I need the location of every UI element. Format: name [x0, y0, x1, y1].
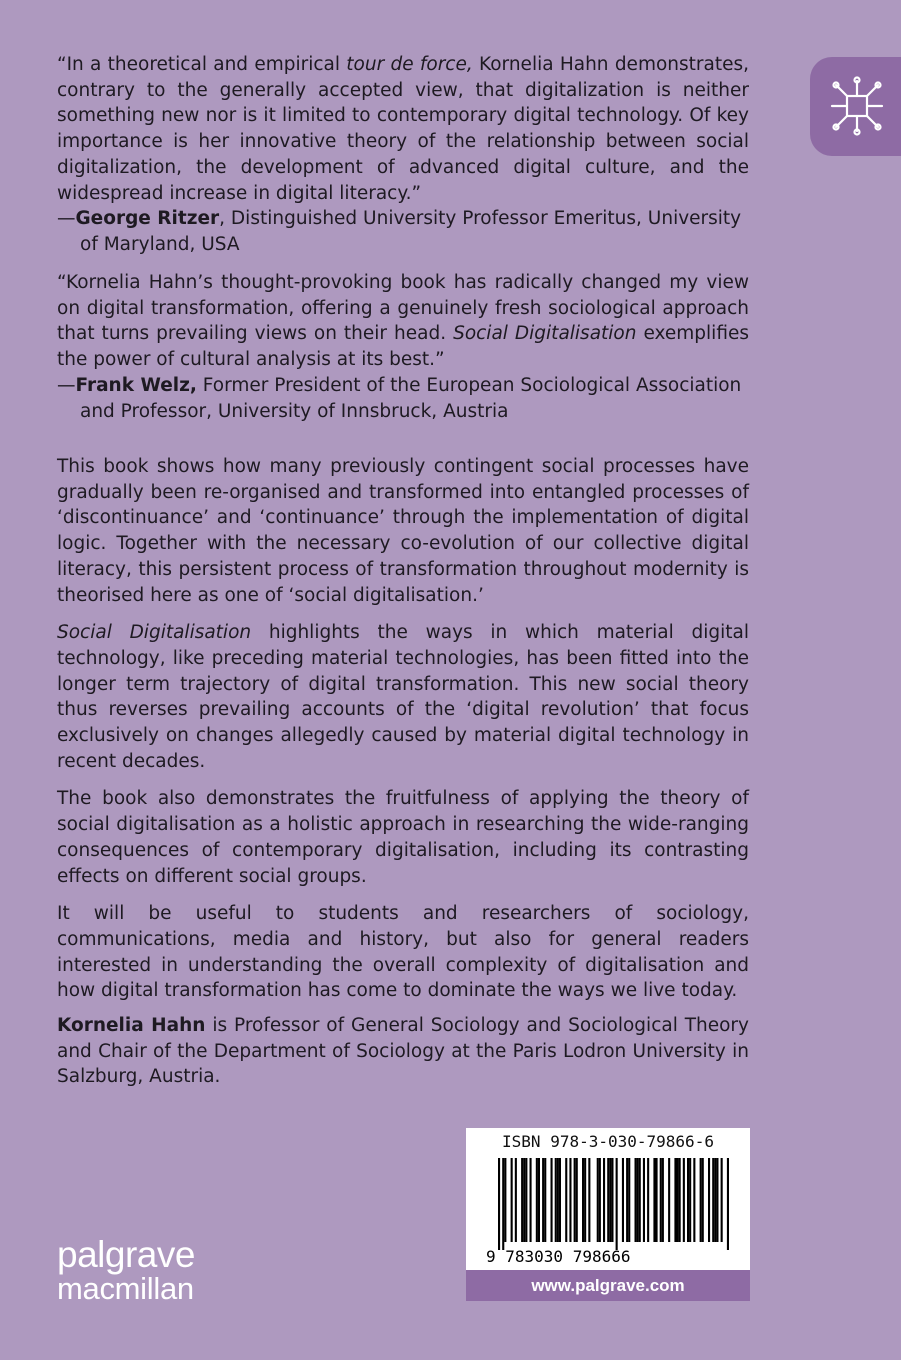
- endorsement-attribution: —Frank Welz, Former President of the European Sociological Association and Professor, University of Innsbruck, Austria: [57, 374, 742, 422]
- barcode-bar: [569, 1158, 571, 1242]
- barcode-bar: [597, 1158, 599, 1242]
- barcode-bar: [551, 1158, 553, 1242]
- barcode-bar: [511, 1158, 513, 1242]
- author-name: Kornelia Hahn: [57, 1015, 206, 1036]
- barcode-bar: [559, 1158, 561, 1242]
- barcode-bar: [668, 1158, 670, 1242]
- barcode-bar: [582, 1158, 584, 1242]
- publisher-url[interactable]: www.palgrave.com: [466, 1270, 750, 1301]
- barcode-bar: [679, 1158, 681, 1242]
- barcode-bar: [683, 1158, 685, 1242]
- barcode-bar: [653, 1158, 655, 1242]
- barcode-bar: [714, 1158, 716, 1242]
- barcode-bar: [538, 1158, 540, 1242]
- barcode-bar: [656, 1158, 658, 1242]
- barcode-bar: [574, 1158, 576, 1242]
- barcode-bar: [643, 1158, 645, 1242]
- barcode-bar: [716, 1158, 718, 1242]
- barcode-bar: [542, 1158, 544, 1242]
- endorsement-attribution: —George Ritzer, Distinguished University Professor Emeritus, University of Maryland, USA: [57, 208, 742, 255]
- publisher-line2: macmillan: [57, 1271, 194, 1306]
- barcode-bar: [521, 1158, 523, 1242]
- endorsement-welz: [57, 270, 749, 424]
- barcode-bar: [576, 1158, 578, 1242]
- barcode-bar: [536, 1158, 538, 1242]
- barcode-bar: [626, 1158, 628, 1242]
- description-paragraph: This book shows how many previously contingent social processes have gradually been re-organised and transformed into entangled processes of ‘discontinuance’ and ‘continuance’ through the implementation of digital logic. Together with the necessary co-evolution of our collective digital literacy, this persistent process of transformation throughout modernity is theorised here as one of ‘social digitalisation.’: [57, 456, 749, 606]
- barcode-bar: [588, 1158, 590, 1242]
- barcode-bar: [712, 1158, 714, 1242]
- barcode-bar: [616, 1158, 618, 1250]
- book-description: [57, 454, 749, 1016]
- barcode-bar: [708, 1158, 710, 1242]
- author-bio: Kornelia Hahn is Professor of General Sociology and Sociological Theory and Chair of the Department of Sociology at the Paris Lodron University in Salzburg, Austria.: [57, 1015, 749, 1088]
- barcode-bar: [702, 1158, 704, 1242]
- barcode-bar: [502, 1158, 504, 1250]
- endorsement-quote: “In a theoretical and empirical tour de force, Kornelia Hahn demonstrates, contrary to the generally accepted view, that digitalization is neither something new nor is it limited to contemporary digital technology. Of key importance is her innovative theory of the relationship between social digitalization, the development of advanced digital culture, and the widespread increase in digital literacy.”: [57, 54, 749, 204]
- barcode-bars: [486, 1158, 730, 1266]
- endorsement-ritzer: [57, 52, 749, 258]
- isbn-barcode: [466, 1128, 750, 1270]
- barcode-bar: [515, 1158, 517, 1242]
- barcode-bar: [700, 1158, 702, 1242]
- description-paragraph: It will be useful to students and researchers of sociology, communications, media and history, but also for general readers interested in understanding the overall complexity of digitalisation and how digital transformation has come to dominate the ways we live today.: [57, 903, 749, 1002]
- barcode-bar: [603, 1158, 605, 1242]
- barcode-bar: [555, 1158, 557, 1242]
- barcode-bar: [677, 1158, 679, 1242]
- barcode-bar: [611, 1158, 613, 1242]
- barcode-bar: [660, 1158, 662, 1242]
- barcode-bar: [498, 1158, 500, 1250]
- barcode-bar: [565, 1158, 567, 1242]
- barcode-bar: [662, 1158, 664, 1242]
- barcode-bar: [628, 1158, 630, 1242]
- palgrave-network-icon: [829, 76, 885, 136]
- publisher-wordmark: [57, 1234, 195, 1306]
- barcode-bar: [584, 1158, 586, 1242]
- barcode-bar: [635, 1158, 637, 1242]
- barcode-bar: [609, 1158, 611, 1242]
- barcode-bar: [525, 1158, 527, 1242]
- barcode-bar: [727, 1158, 729, 1250]
- barcode-bar: [504, 1158, 506, 1242]
- barcode-bar: [622, 1158, 624, 1242]
- endorsement-quote: “Kornelia Hahn’s thought-provoking book has radically changed my view on digital transformation, offering a genuinely fresh sociological approach that turns prevailing views on their head. Social Digitalisation exemplifies the power of cultural analysis at its best.”: [57, 272, 749, 371]
- barcode-bar: [639, 1158, 641, 1242]
- barcode-bar: [689, 1158, 691, 1242]
- barcode-bar: [544, 1158, 546, 1242]
- barcode-bar: [647, 1158, 649, 1242]
- barcode-bar: [607, 1158, 609, 1242]
- barcode-bar: [530, 1158, 532, 1242]
- publisher-line1: palgrave: [57, 1234, 195, 1275]
- barcode-bar: [674, 1158, 676, 1242]
- barcode-bar: [557, 1158, 559, 1242]
- description-paragraph: The book also demonstrates the fruitfulness of applying the theory of social digitalisation as a holistic approach in researching the wide-ranging consequences of contemporary digitalisation, including its contrasting effects on different social groups.: [57, 788, 749, 887]
- description-paragraph: Social Digitalisation highlights the ways in which material digital technology, like preceding material technologies, has been fitted into the longer term trajectory of digital transformation. This new social theory thus reverses prevailing accounts of the ‘digital revolution’ that focus exclusively on changes allegedly caused by material digital technology in recent decades.: [57, 622, 749, 772]
- barcode-bar: [599, 1158, 601, 1242]
- barcode-digits: 9 783030 798666: [486, 1247, 631, 1266]
- barcode-bar: [721, 1158, 723, 1242]
- barcode-bar: [693, 1158, 695, 1242]
- barcode-bar: [687, 1158, 689, 1242]
- isbn-label: ISBN 978-3-030-79866-6: [502, 1132, 714, 1151]
- barcode-bar: [523, 1158, 525, 1242]
- barcode-bar: [637, 1158, 639, 1242]
- palgrave-logo-badge: [810, 57, 901, 156]
